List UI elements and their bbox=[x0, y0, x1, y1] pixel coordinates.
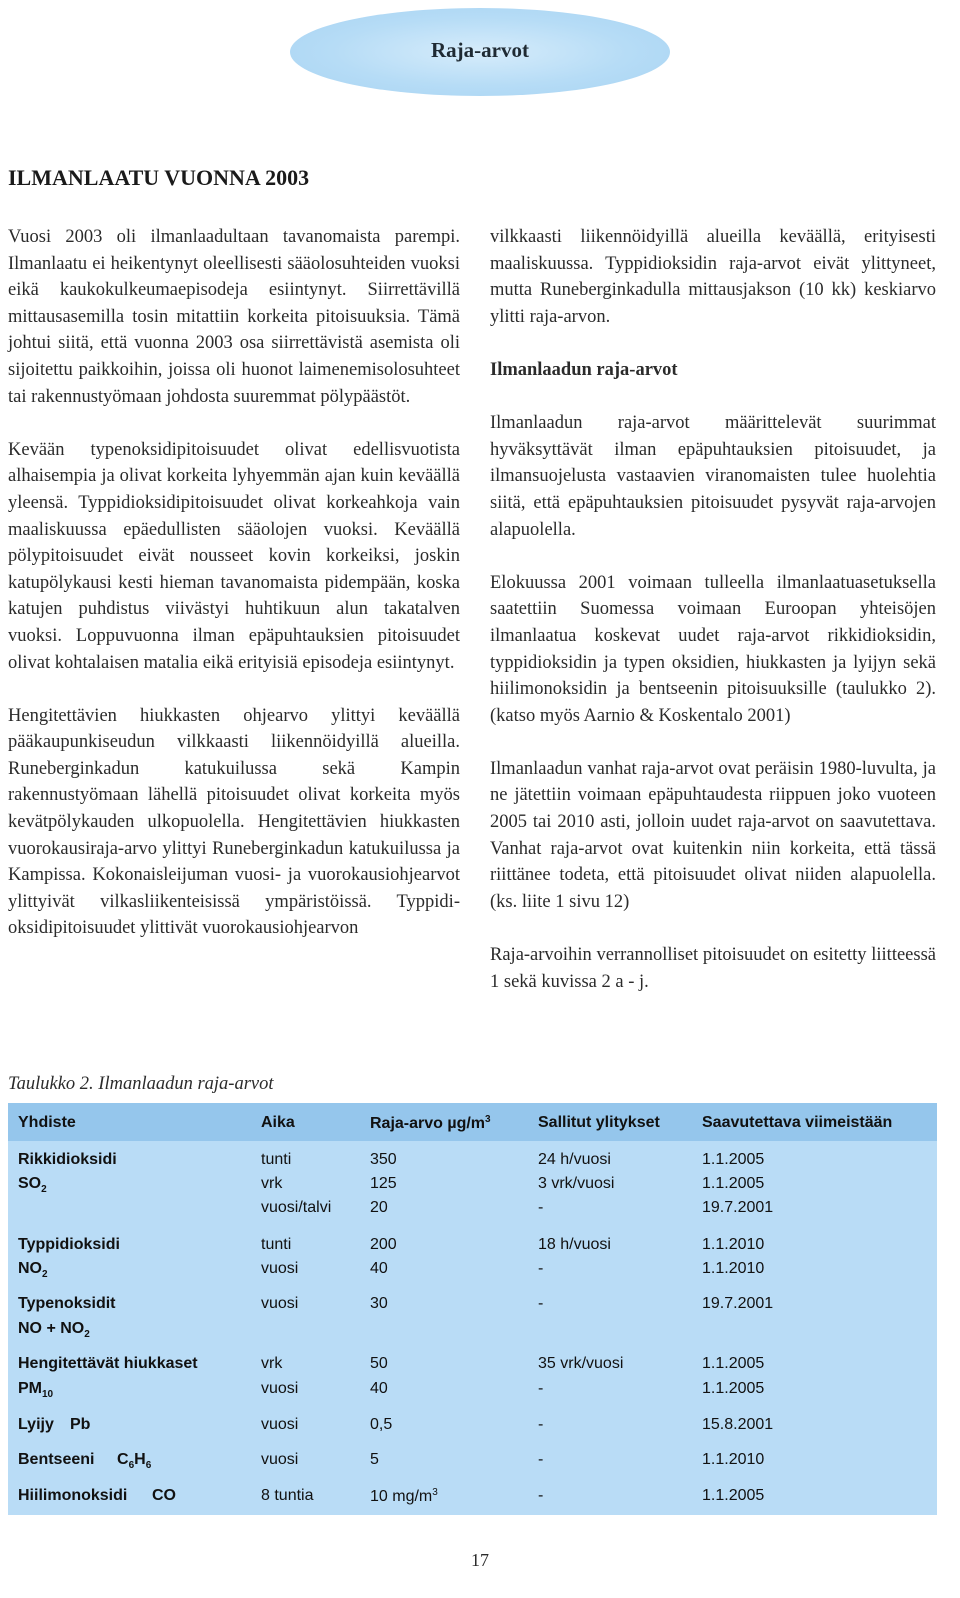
cell-allowed: 35 vrk/vuosi bbox=[538, 1355, 624, 1372]
limit-values-table bbox=[8, 1103, 937, 1515]
right-text-column bbox=[490, 224, 936, 995]
compound-formula: $SO_2$ bbox=[18, 1175, 47, 1195]
compound-formula: $C_6H_6$ bbox=[117, 1451, 152, 1471]
cell-value: 200 bbox=[370, 1236, 397, 1253]
cell-date: 1.1.2005 bbox=[702, 1355, 765, 1372]
cell-date: 19.7.2001 bbox=[702, 1295, 774, 1312]
compound-name: Hiilimonoksidi bbox=[18, 1487, 128, 1504]
cell-time: 8 tuntia bbox=[261, 1487, 314, 1504]
document-heading: ILMANLAATU VUONNA 2003 bbox=[8, 165, 310, 190]
cell-value: 350 bbox=[370, 1151, 397, 1168]
compound-name: Hengitettävät hiukkaset bbox=[18, 1355, 198, 1372]
cell-date: 1.1.2010 bbox=[702, 1260, 765, 1277]
cell-time: vuosi bbox=[261, 1295, 299, 1312]
cell-value: 20 bbox=[370, 1199, 388, 1216]
header-reach: Saavutettava viimeistään bbox=[702, 1114, 893, 1131]
cell-date: 1.1.2010 bbox=[702, 1236, 765, 1253]
paragraph: Ilmanlaadun raja-arvot määrittelevät suurimmat hyväksyttävät ilman epäpuhtauksien pitoisuudet, ja ilmansuojelusta vastaavien viranomaisten tulee huolehtia siitä, että epäpuhtauksien pitoisuudet pysyvät raja-arvojen alapuolella. bbox=[490, 413, 936, 540]
table-caption: Taulukko 2. Ilmanlaadun raja-arvot bbox=[8, 1074, 274, 1094]
cell-allowed: 24 h/vuosi bbox=[538, 1151, 611, 1168]
cell-value: 40 bbox=[370, 1380, 388, 1397]
cell-value: 5 bbox=[370, 1451, 379, 1468]
header-allowed: Sallitut ylitykset bbox=[538, 1114, 660, 1131]
compound-name: Typpidioksidi bbox=[18, 1236, 120, 1253]
cell-allowed: - bbox=[538, 1260, 544, 1277]
cell-time: vuosi/talvi bbox=[261, 1199, 332, 1216]
header-limit: Raja-arvo $\mu g/m^3$ bbox=[370, 1114, 491, 1132]
cell-time: vrk bbox=[261, 1355, 283, 1372]
compound-name: Typenoksidit bbox=[18, 1295, 116, 1312]
compound-formula: CO bbox=[152, 1487, 176, 1504]
cell-date: 1.1.2005 bbox=[702, 1151, 765, 1168]
paragraph: Kevään typenoksidipitoisuudet olivat edellisvuotista alhaisempia ja olivat korkeita lyhyemmän ajan kuin keväällä yleensä. Typpidioksidipitoisuudet olivat korkeahkoja vain maaliskuussa epäedullisten sääolojen vuoksi. Keväällä pölypitoisuudet eivät nousseet kovin korkeiksi, joskin katupölykausi kesti hieman tavanomaista pidempään, koska katujen puhdistus viivästyi huhtikuun alun takatalven vuoksi. Loppuvuonna ilman epäpuhtauksien pitoisuudet olivat kohtalaisen matalia eikä erityisiä episodeja esiintynyt. bbox=[8, 439, 460, 673]
paragraph: Hengitettävien hiukkasten ohjearvo ylittyi keväällä pääkaupunkiseudun vilkkaasti liikennöidyillä alueilla. Runeberginkadun katukuilussa sekä Kampin rakennustyömaan lähellä pitoisuudet olivat korkeita myös kevätpölykauden ulkopuolella. Hengitettävien hiukkasten vuorokausiraja-arvo ylittyi Runeberginkadun katukuilussa ja Kampissa. Kokonaisleijuman vuosi- ja vuorokausiohjearvot ylittyivät vilkasliikenteisissä ympäristöissä. Typpidioksidipitoisuudet ylittivät vuorokausiohjearvon bbox=[8, 705, 460, 939]
cell-value: 40 bbox=[370, 1260, 388, 1277]
cell-value: 50 bbox=[370, 1355, 388, 1372]
table-header-row bbox=[8, 1103, 937, 1141]
cell-time: vuosi bbox=[261, 1451, 299, 1468]
cell-allowed: 3 vrk/vuosi bbox=[538, 1175, 615, 1192]
compound-formula: $NO_2$ bbox=[18, 1260, 48, 1280]
page-number: 17 bbox=[471, 1550, 489, 1570]
header-time: Aika bbox=[261, 1114, 295, 1131]
cell-value: 30 bbox=[370, 1295, 388, 1312]
cell-allowed: - bbox=[538, 1451, 544, 1468]
cell-time: vuosi bbox=[261, 1416, 299, 1433]
cell-date: 15.8.2001 bbox=[702, 1416, 774, 1433]
cell-date: 19.7.2001 bbox=[702, 1199, 774, 1216]
cell-value: 10 $mg/m^3$ bbox=[370, 1487, 438, 1505]
paragraph: Raja-arvoihin verrannolliset pitoisuudet on esitetty liitteessä 1 sekä kuvissa 2 a - j. bbox=[490, 945, 936, 992]
paragraph: Ilmanlaadun vanhat raja-arvot ovat peräisin 1980-luvulta, ja ne jätettiin voimaan epäpuhtaudesta riippuen joko vuoteen 2005 tai 2010 asti, jolloin uudet raja-arvot on saavutettava. Vanhat raja-arvot ovat kuitenkin niin korkeita, että tässä riittänee todeta, että pitoisuudet olivat niiden alapuolella. (ks. liite 1 sivu 12) bbox=[490, 758, 936, 912]
cell-allowed: - bbox=[538, 1416, 544, 1433]
cell-allowed: - bbox=[538, 1199, 544, 1216]
cell-allowed: - bbox=[538, 1487, 544, 1504]
cell-date: 1.1.2005 bbox=[702, 1487, 765, 1504]
cell-allowed: - bbox=[538, 1380, 544, 1397]
cell-time: vrk bbox=[261, 1175, 283, 1192]
compound-formula: NO + $NO_2$ bbox=[18, 1320, 90, 1340]
paragraph: Elokuussa 2001 voimaan tulleella ilmanlaatuasetuksella saatettiin Suomessa voimaan Euroopan yhteisöjen ilmanlaatua koskevat uudet raja-arvot rikkidioksidin, typpidioksidin ja typen oksidien, hiukkasten ja lyijyn sekä hiilimonoksidin ja bentseenin pitoisuuksille (taulukko 2). (katso myös Aarnio & Koskentalo 2001) bbox=[490, 572, 936, 726]
left-text-column bbox=[8, 224, 460, 942]
paragraph: Vuosi 2003 oli ilmanlaadultaan tavanomaista parempi. Ilmanlaatu ei heikentynyt oleellisesti sääolosuhteiden vuoksi eikä kaukokulkeumaepisodeja esiintynyt. Siirrettävillä mittausasemilla tosin mitattiin korkeita pitoisuuksia. Tämä johtui siitä, että vuonna 2003 osa siirrettävistä asemista oli sijoitettu paikkoihin, joissa oli huonot laimenemisolosuhteet tai rakennustyömaan johdosta suuremmat pölypäästöt. bbox=[8, 227, 460, 407]
cell-time: tunti bbox=[261, 1236, 292, 1253]
compound-name: Bentseeni bbox=[18, 1451, 95, 1468]
cell-allowed: 18 h/vuosi bbox=[538, 1236, 611, 1253]
compound-name: Lyijy bbox=[18, 1416, 54, 1433]
cell-date: 1.1.2005 bbox=[702, 1175, 765, 1192]
cell-date: 1.1.2010 bbox=[702, 1451, 765, 1468]
compound-name: Rikkidioksidi bbox=[18, 1151, 117, 1168]
compound-formula: $PM_{10}$ bbox=[18, 1380, 54, 1400]
cell-date: 1.1.2005 bbox=[702, 1380, 765, 1397]
cell-value: 0,5 bbox=[370, 1416, 393, 1433]
compound-formula: Pb bbox=[70, 1416, 91, 1433]
paragraph: vilkkaasti liikennöidyillä alueilla keväällä, erityisesti maaliskuussa. Typpidioksidin raja-arvot eivät ylittyneet, mutta Runeberginkadulla mittausjakson (10 kk) keskiarvo ylitti raja-arvon. bbox=[490, 227, 936, 327]
cell-allowed: - bbox=[538, 1295, 544, 1312]
header-compound: Yhdiste bbox=[18, 1114, 76, 1131]
cell-time: vuosi bbox=[261, 1260, 299, 1277]
cell-time: vuosi bbox=[261, 1380, 299, 1397]
cell-value: 125 bbox=[370, 1175, 397, 1192]
cell-time: tunti bbox=[261, 1151, 292, 1168]
section-subheading: Ilmanlaadun raja-arvot bbox=[490, 359, 678, 380]
page-section-title: Raja-arvot bbox=[431, 38, 529, 62]
